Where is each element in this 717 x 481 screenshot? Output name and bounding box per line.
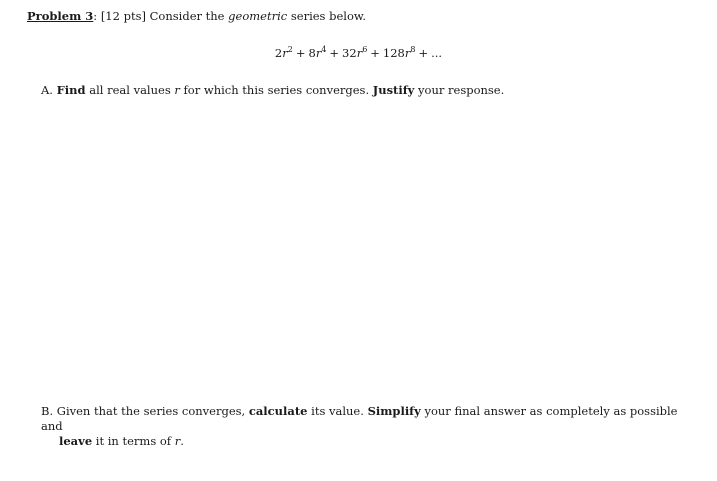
- series-term-1: $2r^2$: [274, 45, 293, 60]
- part-a-label: A.: [41, 83, 53, 97]
- title-colon: :: [93, 9, 98, 23]
- problem-header: [27, 9, 366, 23]
- variable-r: r: [174, 434, 181, 448]
- plus-operator: +: [295, 46, 306, 60]
- series-term-4: $128r^8$: [382, 45, 416, 60]
- header-text-after: series below.: [290, 9, 367, 23]
- problem-title: Problem 3: [27, 9, 94, 23]
- plus-operator: +: [418, 46, 429, 60]
- plus-operator: +: [370, 46, 380, 60]
- part-b-bold-leave: leave: [59, 434, 93, 448]
- series-term-2: $8r^4$: [308, 45, 327, 60]
- part-b-line-2: leave it in terms of r.: [59, 434, 184, 448]
- part-a-bold-find: Find: [56, 83, 86, 97]
- variable-r: r: [174, 83, 180, 97]
- header-text-before: Consider the: [149, 9, 225, 23]
- part-a-bold-justify: Justify: [372, 83, 415, 97]
- part-b-question: [41, 404, 691, 449]
- problem-points: [12 pts]: [100, 9, 146, 23]
- header-text-italic: geometric: [228, 9, 288, 23]
- series-expression: [0, 46, 717, 60]
- part-a-question: A. Find all real values r for which this series converges. Justify your response.: [41, 83, 505, 97]
- part-b-bold-calculate: calculate: [248, 404, 308, 418]
- part-b-line-1: B. Given that the series converges, calculate its value. Simplify your final answer as completely as possible and: [41, 404, 678, 433]
- part-b-label: B.: [41, 404, 54, 418]
- series-term-3: $32r^6$: [342, 45, 368, 60]
- series-ellipsis: ...: [431, 46, 443, 60]
- part-b-bold-simplify: Simplify: [367, 404, 421, 418]
- plus-operator: +: [329, 46, 340, 60]
